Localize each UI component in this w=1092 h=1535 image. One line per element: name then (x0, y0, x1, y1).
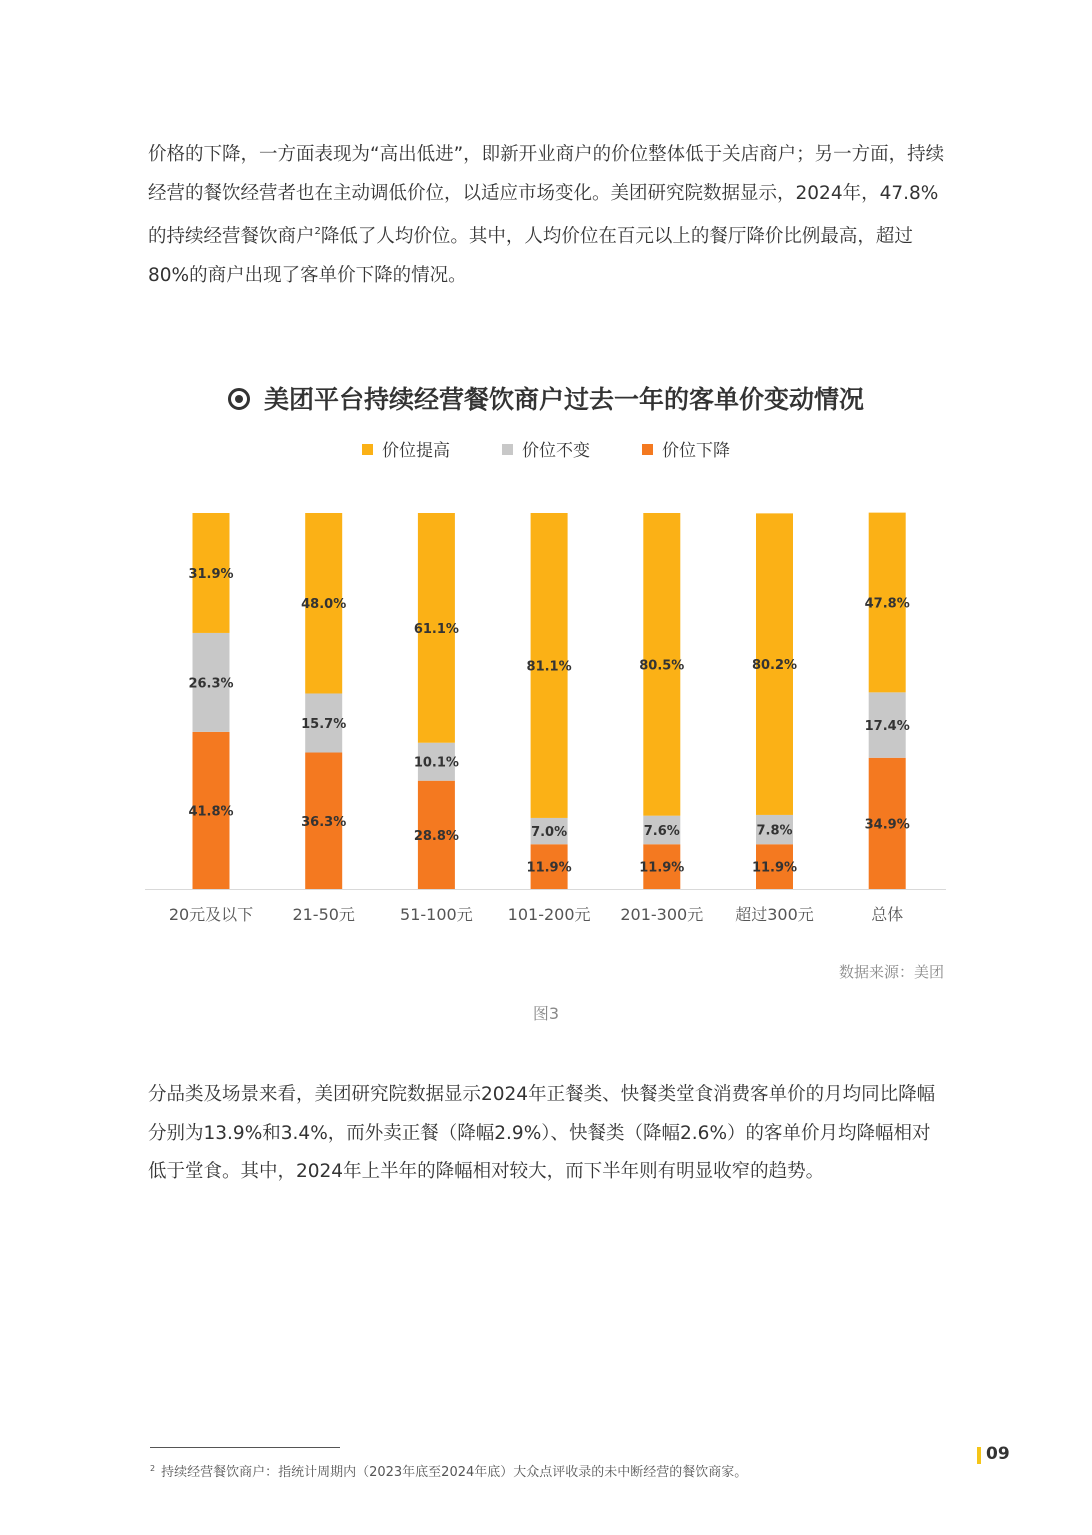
footnote-ref: 2 (314, 226, 321, 237)
data-label: 36.3% (301, 814, 347, 830)
page-accent-bar (977, 1447, 981, 1464)
data-label: 11.9% (751, 860, 798, 876)
data-label: 80.2% (751, 658, 798, 674)
page-number: 09 (986, 1444, 1010, 1464)
data-label: 15.7% (301, 716, 347, 732)
legend-label: 价位下降 (662, 441, 730, 461)
x-tick-label: 51-100元 (400, 905, 473, 924)
data-label: 34.9% (864, 817, 910, 833)
footnote-divider (150, 1447, 340, 1448)
x-tick-label: 超过300元 (735, 905, 814, 924)
paragraph-text: 降低了人均价位。其中，人均价位在百元以上的餐厅降价比例最高，超过80%的商户出现了客单价下降的情况。 (148, 226, 913, 286)
chart-title-text: 美团平台持续经营餐饮商户过去一年的客单价变动情况 (263, 385, 864, 414)
data-label: 10.1% (413, 755, 459, 771)
data-label: 28.8% (413, 828, 459, 844)
legend-label: 价位不变 (522, 441, 590, 461)
data-label: 7.0% (531, 825, 568, 841)
x-tick-label: 21-50元 (292, 905, 355, 924)
figure-caption: 图3 (532, 1004, 560, 1023)
footnote-marker: 2 (150, 1464, 156, 1473)
data-label: 47.8% (864, 596, 910, 612)
data-label: 7.8% (756, 823, 793, 839)
data-label: 80.5% (639, 658, 685, 674)
body-paragraph-2: 分品类及场景来看，美团研究院数据显示2024年正餐类、快餐类堂食消费客单价的月均同比降幅分别为13.9%和3.4%，而外卖正餐（降幅2.9%）、快餐类（降幅2.6%）的客单价月均降幅相对低于堂食。其中，2024年上半年的降幅相对较大，而下半年则有明显收窄的趋势。 (148, 1084, 936, 1182)
paragraph-text: 价格的下降，一方面表现为“高出低进”，即新开业商户的价位整体低于关店商户；另一方面，持续经营的餐饮经营者也在主动调低价位，以适应市场变化。美团研究院数据显示，2024年，47.8%的持续经营餐饮商户 (148, 144, 945, 247)
data-label: 7.6% (643, 823, 680, 839)
x-tick-label: 总体 (871, 905, 904, 924)
data-label: 11.9% (639, 860, 685, 876)
data-label: 11.9% (526, 860, 572, 876)
legend-label: 价位提高 (382, 441, 450, 461)
data-label: 26.3% (188, 676, 234, 692)
data-label: 61.1% (413, 621, 459, 637)
data-label: 41.8% (188, 804, 234, 820)
data-label: 31.9% (188, 566, 234, 582)
data-label: 48.0% (301, 597, 347, 613)
data-label: 81.1% (526, 659, 572, 675)
data-label: 17.4% (864, 719, 910, 735)
x-tick-label: 101-200元 (507, 905, 591, 924)
chart-source: 数据来源：美团 (838, 963, 944, 981)
footnote-text: 持续经营餐饮商户：指统计周期内（2023年底至2024年底）大众点评收录的未中断经营的餐饮商家。 (161, 1465, 748, 1480)
footnote (150, 1461, 747, 1480)
x-tick-label: 20元及以下 (168, 905, 254, 924)
x-tick-label: 201-300元 (620, 905, 704, 924)
